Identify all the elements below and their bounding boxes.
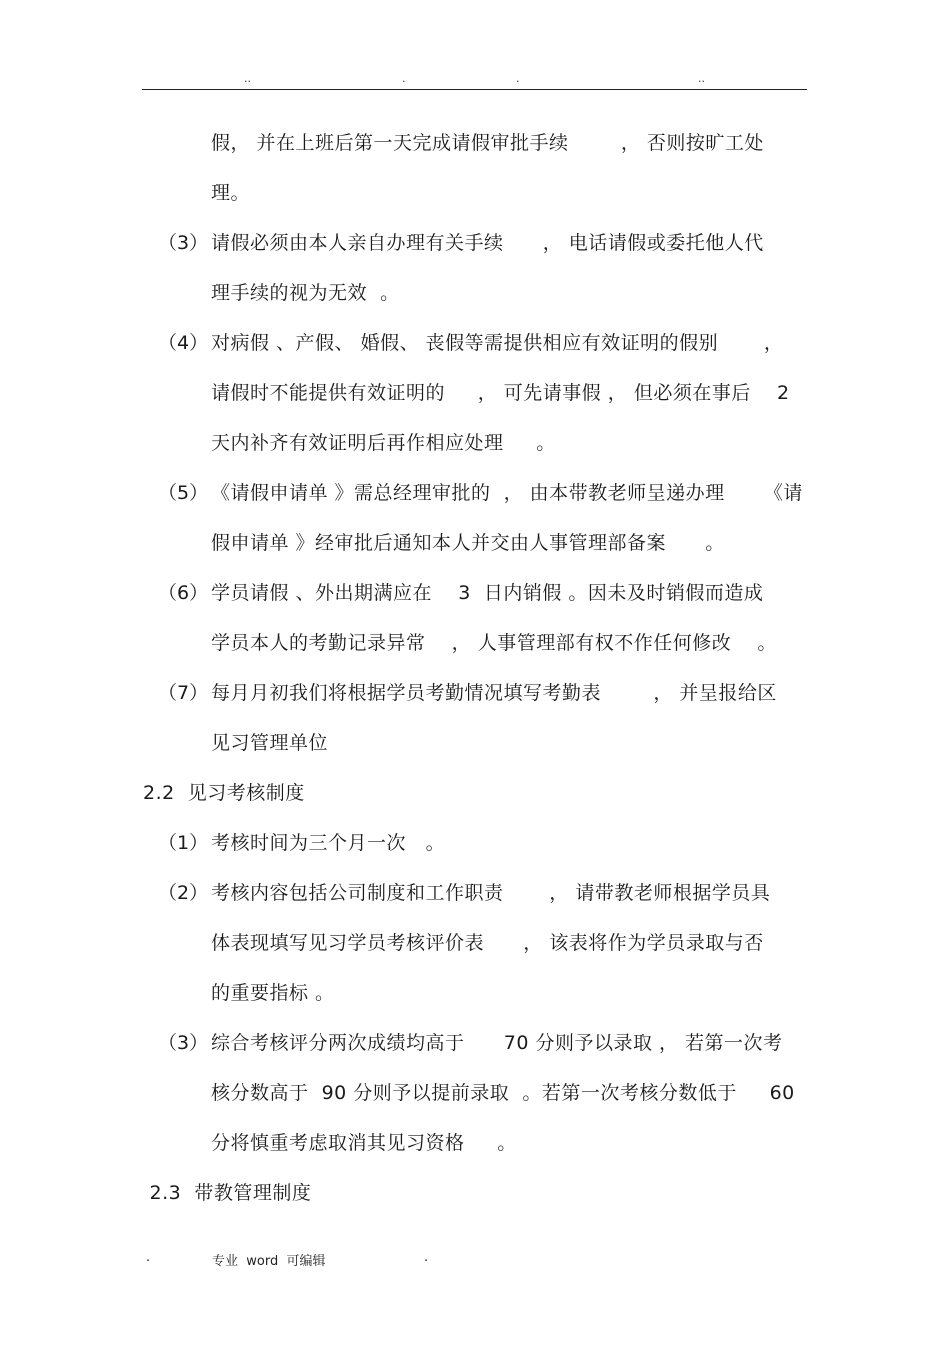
body-line-4: 理手续的视为无效 。 [211,282,400,304]
header-mark-3: . [516,72,520,85]
body-line-13: 见习管理单位 [211,732,329,754]
page-footer [0,1250,950,1270]
footer-dot-right: . [424,1250,429,1265]
item-number-3b: （3） [158,1032,209,1054]
item-number-3: （3） [158,232,209,254]
body-line-15: 考核时间为三个月一次 。 [211,832,446,854]
page-header [0,72,950,88]
body-line-9: 假申请单 》经审批后通知本人并交由人事管理部备案 。 [211,532,725,554]
item-number-2: （2） [158,882,209,904]
footer-label: 专业 word 可编辑 [212,1254,326,1269]
body-line-7: 天内补齐有效证明后再作相应处理 。 [211,432,556,454]
body-line-20: 核分数高于 90 分则予以提前录取 。若第一次考核分数低于 60 [211,1082,795,1104]
header-mark-2: . [402,72,406,85]
item-number-1: （1） [158,832,209,854]
body-line-11: 学员本人的考勤记录异常 ， 人事管理部有权不作任何修改 。 [211,632,777,654]
body-line-10: 学员请假 、外出期满应在 3 日内销假 。因未及时销假而造成 [211,582,764,604]
body-line-5: 对病假 、产假、 婚假、 丧假等需提供相应有效证明的假别 ， [211,332,784,354]
body-line-1: 假， 并在上班后第一天完成请假审批手续 ， 否则按旷工处 [211,132,764,154]
footer-dot-left: . [146,1250,151,1265]
header-rule [142,89,807,90]
item-number-6: （6） [158,582,209,604]
section-heading-2-3: 2.3 带教管理制度 [143,1182,312,1204]
body-line-12: 每月月初我们将根据学员考勤情况填写考勤表 ， 并呈报给区 [211,682,777,704]
item-number-7: （7） [158,682,209,704]
body-line-2: 理。 [211,182,251,204]
body-line-19: 综合考核评分两次成绩均高于 70 分则予以录取 ， 若第一次考 [211,1032,783,1054]
body-line-17: 体表现填写见习学员考核评价表 ， 该表将作为学员录取与否 [211,932,764,954]
section-heading-2-2: 2.2 见习考核制度 [143,782,305,804]
body-line-8: 《请假申请单 》需总经理审批的 ， 由本带教老师呈递办理 《请 [211,482,803,504]
body-line-21: 分将慎重考虑取消其见习资格 。 [211,1132,517,1154]
body-line-18: 的重要指标 。 [211,982,335,1004]
header-mark-4: .. [698,72,705,85]
header-mark-1: .. [244,72,251,85]
item-number-5: （5） [158,482,209,504]
body-line-16: 考核内容包括公司制度和工作职责 ， 请带教老师根据学员具 [211,882,771,904]
body-line-6: 请假时不能提供有效证明的 ， 可先请事假 ， 但必须在事后 2 [211,382,790,404]
item-number-4: （4） [158,332,209,354]
body-line-3: 请假必须由本人亲自办理有关手续 ， 电话请假或委托他人代 [211,232,764,254]
